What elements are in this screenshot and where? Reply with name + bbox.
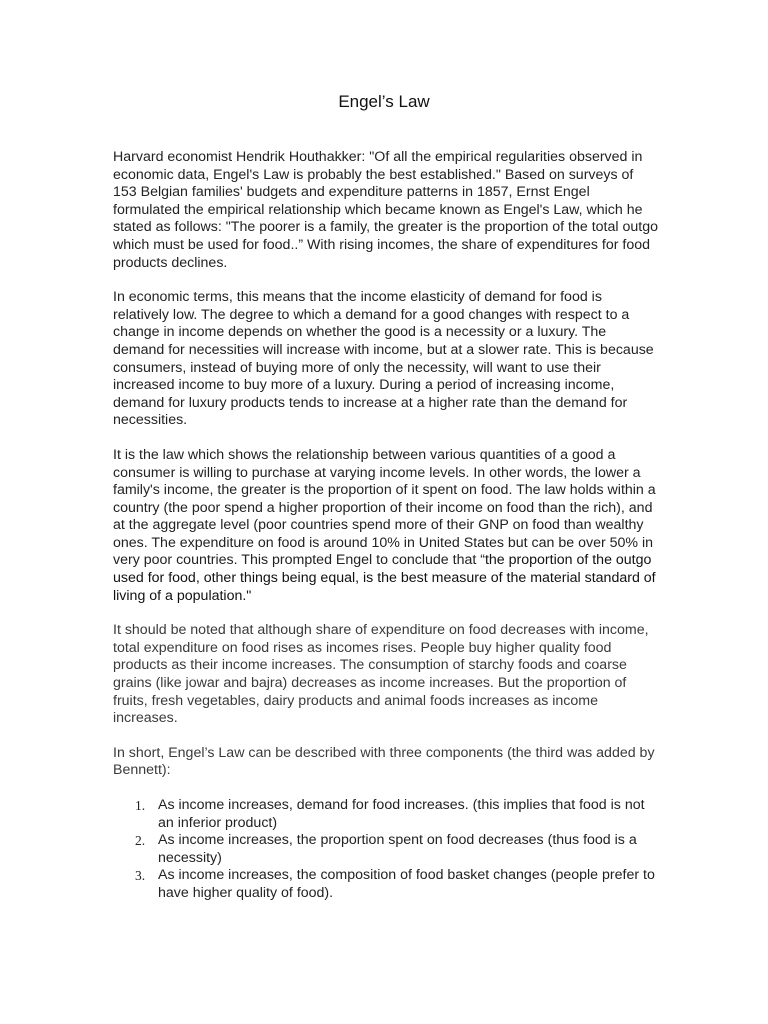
- list-item-number: 2.: [135, 833, 146, 849]
- list-item-number: 1.: [135, 798, 146, 813]
- paragraph-food-expenditure: It should be noted that although share of expenditure on food decreases with income, total expenditure on food rises as incomes rises. People buy higher quality food products as their income increases. The consumption of starchy foods and coarse grains (like jowar and bajra) decreases as income increases. But the proportion of fruits, fresh vegetables, dairy products and animal foods increases as income increases.: [113, 622, 649, 727]
- list-item: [113, 832, 658, 867]
- document-body: [113, 149, 658, 903]
- paragraph-houthakker: Harvard economist Hendrik Houthakker: "Of all the empirical regularities observed in economic data, Engel's Law is probably the best established." Based on surveys of 153 Belgian families' budgets and expenditure patterns in 1857, Ernst Engel formulated the empirical relationship which became known as Engel's Law, which he stated as follows: "The poorer is a family, the greater is the proportion of the total outgo which must be used for food..” With rising incomes, the share of expenditures for food products declines.: [113, 149, 658, 271]
- paragraph-law-definition-text: It is the law which shows the relationship between various quantities of a good a consumer is willing to purchase at varying income levels. In other words, the lower a family's income, the greater is the proportion of it spent on food. The law holds within a country (the poor spend a higher proportion of their income on food than the rich), and at the aggregate level (poor countries spend more of their GNP on food than wealthy ones. The expenditure on food is around 10% in United States but can be over 50% in very poor countries. This prompted Engel to conclude that “: [113, 446, 656, 569]
- list-item-text: As income increases, the composition of food basket changes (people prefer to have higher quality of food).: [158, 867, 655, 901]
- engel-quote: the proportion of the outgo used for food, other things being equal, is the best measure of the material standard of living of a population.": [113, 552, 656, 604]
- components-list: [113, 797, 658, 903]
- paragraph-components-intro: In short, Engel’s Law can be described with three components (the third was added by Bennett):: [113, 744, 655, 779]
- document-title: Engel’s Law: [338, 92, 430, 111]
- list-item-text: As income increases, the proportion spent on food decreases (thus food is a necessity): [158, 832, 637, 866]
- paragraph-income-elasticity: In economic terms, this means that the income elasticity of demand for food is relatively low. The degree to which a demand for a good changes with respect to a change in income depends on whether the good is a necessity or a luxury. The demand for necessities will increase with income, but at a slower rate. This is because consumers, instead of buying more of only the necessity, will want to use their increased income to buy more of a luxury. During a period of increasing income, demand for luxury products tends to increase at a higher rate than the demand for necessities.: [113, 289, 654, 429]
- list-item-text: As income increases, demand for food increases. (this implies that food is not an inferior product): [158, 797, 645, 831]
- list-item: [113, 867, 658, 902]
- paragraph-law-definition: [113, 447, 658, 605]
- list-item-number: 3.: [135, 868, 146, 884]
- list-item: [113, 797, 658, 832]
